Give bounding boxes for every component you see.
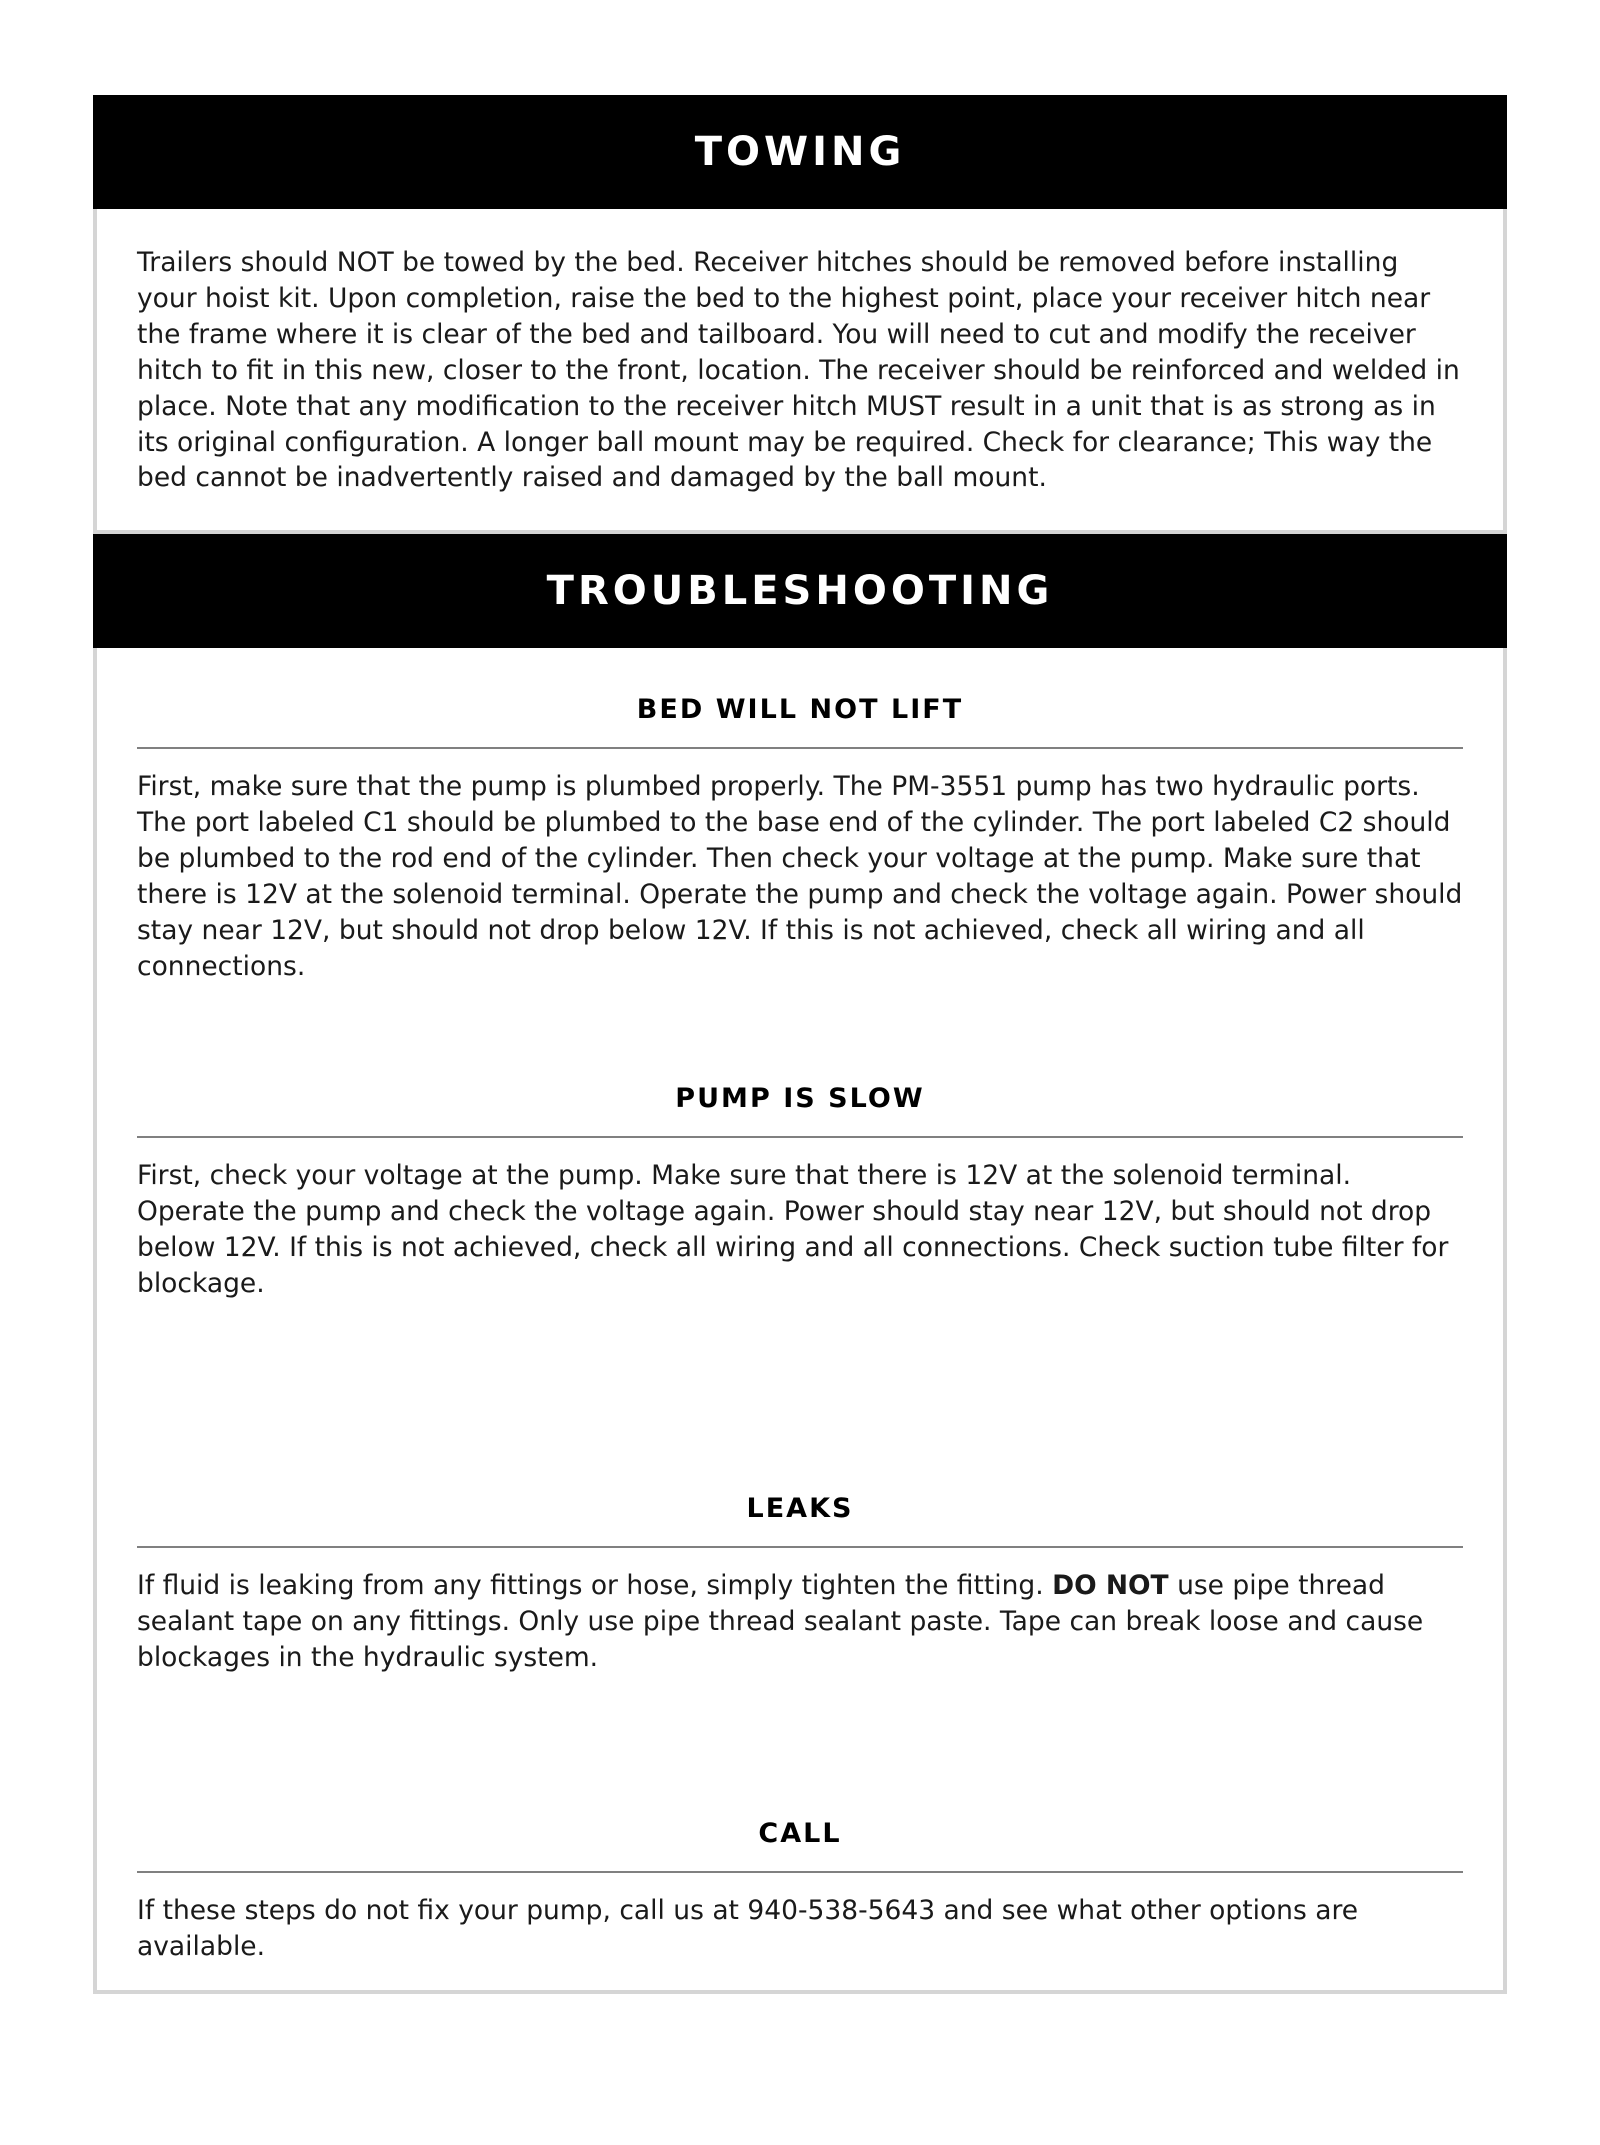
leaks-text-after-emphasis: use pipe thread sealant tape on any fittings. Only use pipe thread sealant paste. Tape can break loose and cause blockages in the hydraulic system. — [137, 1570, 1424, 1674]
subsection-title-pump-is-slow: PUMP IS SLOW — [675, 1082, 925, 1114]
section-banner-troubleshooting: TROUBLESHOOTING — [93, 534, 1507, 648]
leaks-text-before-emphasis: If fluid is leaking from any fittings or hose, simply tighten the fitting. — [137, 1570, 1053, 1602]
subsection-bed-will-not-lift — [137, 688, 1463, 984]
divider-rule — [137, 1871, 1463, 1873]
spacer — [137, 1965, 1463, 2145]
divider-rule — [137, 1546, 1463, 1548]
subsection-leaks — [137, 1487, 1463, 1676]
leaks-emphasis-do-not: DO NOT — [1052, 1570, 1169, 1602]
pump-is-slow-paragraph: First, check your voltage at the pump. Make sure that there is 12V at the solenoid terminal. Operate the pump and check the voltage again. Power should stay near 12V, but should not drop below 12V. If this is not achieved, check all wiring and all connections. Check suction tube filter for blockage. — [137, 1159, 1449, 1299]
section-panel-towing — [93, 209, 1507, 534]
divider-rule — [137, 747, 1463, 749]
subsection-title-call: CALL — [758, 1818, 842, 1850]
spacer — [137, 1301, 1463, 1487]
spacer — [137, 985, 1463, 1077]
bed-will-not-lift-paragraph: First, make sure that the pump is plumbed properly. The PM-3551 pump has two hydraulic ports. The port labeled C1 should be plumbed to the base end of the cylinder. The port labeled C2 should be plumbed to the rod end of the cylinder. Then check your voltage at the pump. Make sure that there is 12V at the solenoid terminal. Operate the pump and check the voltage again. Power should stay near 12V, but should not drop below 12V. If this is not achieved, check all wiring and all connections. — [137, 771, 1463, 982]
towing-paragraph: Trailers should NOT be towed by the bed. Receiver hitches should be removed before installing your hoist kit. Upon completion, raise the bed to the highest point, place your receiver hitch near the frame where it is clear of the bed and tailboard. You will need to cut and modify the receiver hitch to fit in this new, closer to the front, location. The receiver should be reinforced and welded in place. Note that any modification to the receiver hitch MUST result in a unit that is as strong as in its original configuration. A longer ball mount may be required. Check for clearance; This way the bed cannot be inadvertently raised and damaged by the ball mount. — [137, 247, 1460, 494]
section-banner-towing: TOWING — [93, 95, 1507, 209]
divider-rule — [137, 1136, 1463, 1138]
subsection-title-leaks: LEAKS — [746, 1493, 854, 1525]
subsection-title-bed-will-not-lift: BED WILL NOT LIFT — [636, 694, 964, 726]
subsection-call — [137, 1812, 1463, 1965]
subsection-pump-is-slow — [137, 1077, 1463, 1302]
section-panel-troubleshooting — [93, 648, 1507, 1994]
spacer — [137, 1676, 1463, 1812]
call-paragraph: If these steps do not fix your pump, call us at 940-538-5643 and see what other options are available. — [137, 1895, 1359, 1963]
leaks-paragraph — [137, 1568, 1463, 1676]
